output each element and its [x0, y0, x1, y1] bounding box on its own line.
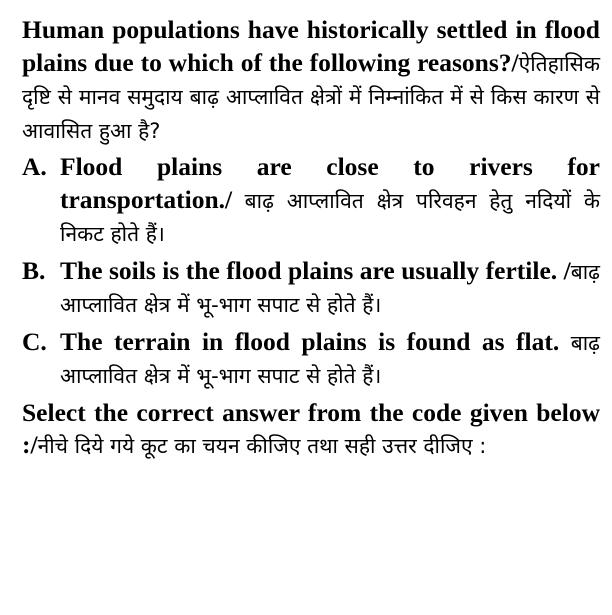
instruction-english: Select the correct answer from the code given below :/	[22, 397, 600, 459]
question-hindi: ऐतिहासिक दृष्टि से मानव समुदाय बाढ़ आप्लावित क्षेत्रों में निम्नांकित में से किस कारण से आवासित हुआ है?	[22, 51, 600, 143]
option-letter: A.	[22, 152, 47, 181]
question-english: Human populations have historically settled in flood plains due to which of the following reasons?/	[22, 15, 600, 77]
instruction-text	[22, 397, 600, 463]
option-text	[60, 326, 600, 393]
question-card	[22, 14, 600, 463]
option-english: The soils is the flood plains are usually fertile. /	[60, 255, 571, 285]
option-letter: B.	[22, 255, 46, 285]
option-hindi: बाढ़ आप्लावित क्षेत्र में भू-भाग सपाट से होते हैं।	[60, 259, 600, 317]
instruction-hindi: नीचे दिये गये कूट का चयन कीजिए तथा सही उत्तर दीजिए :	[37, 434, 487, 458]
option-c[interactable]	[22, 326, 600, 393]
option-text	[60, 255, 600, 322]
option-text	[60, 151, 600, 251]
option-hindi: बाढ़ आप्लावित क्षेत्र परिवहन हेतु नदियों के निकट होते हैं।	[60, 188, 601, 246]
option-english: Flood plains are close to rivers for transportation./	[60, 152, 600, 214]
question-text	[22, 14, 600, 147]
option-b[interactable]	[22, 255, 600, 322]
option-a[interactable]	[22, 151, 600, 251]
option-hindi: बाढ़ आप्लावित क्षेत्र में भू-भाग सपाट से होते हैं।	[60, 330, 600, 388]
option-letter: C.	[22, 326, 47, 356]
option-english: The terrain in flood plains is found as flat.	[60, 326, 571, 356]
